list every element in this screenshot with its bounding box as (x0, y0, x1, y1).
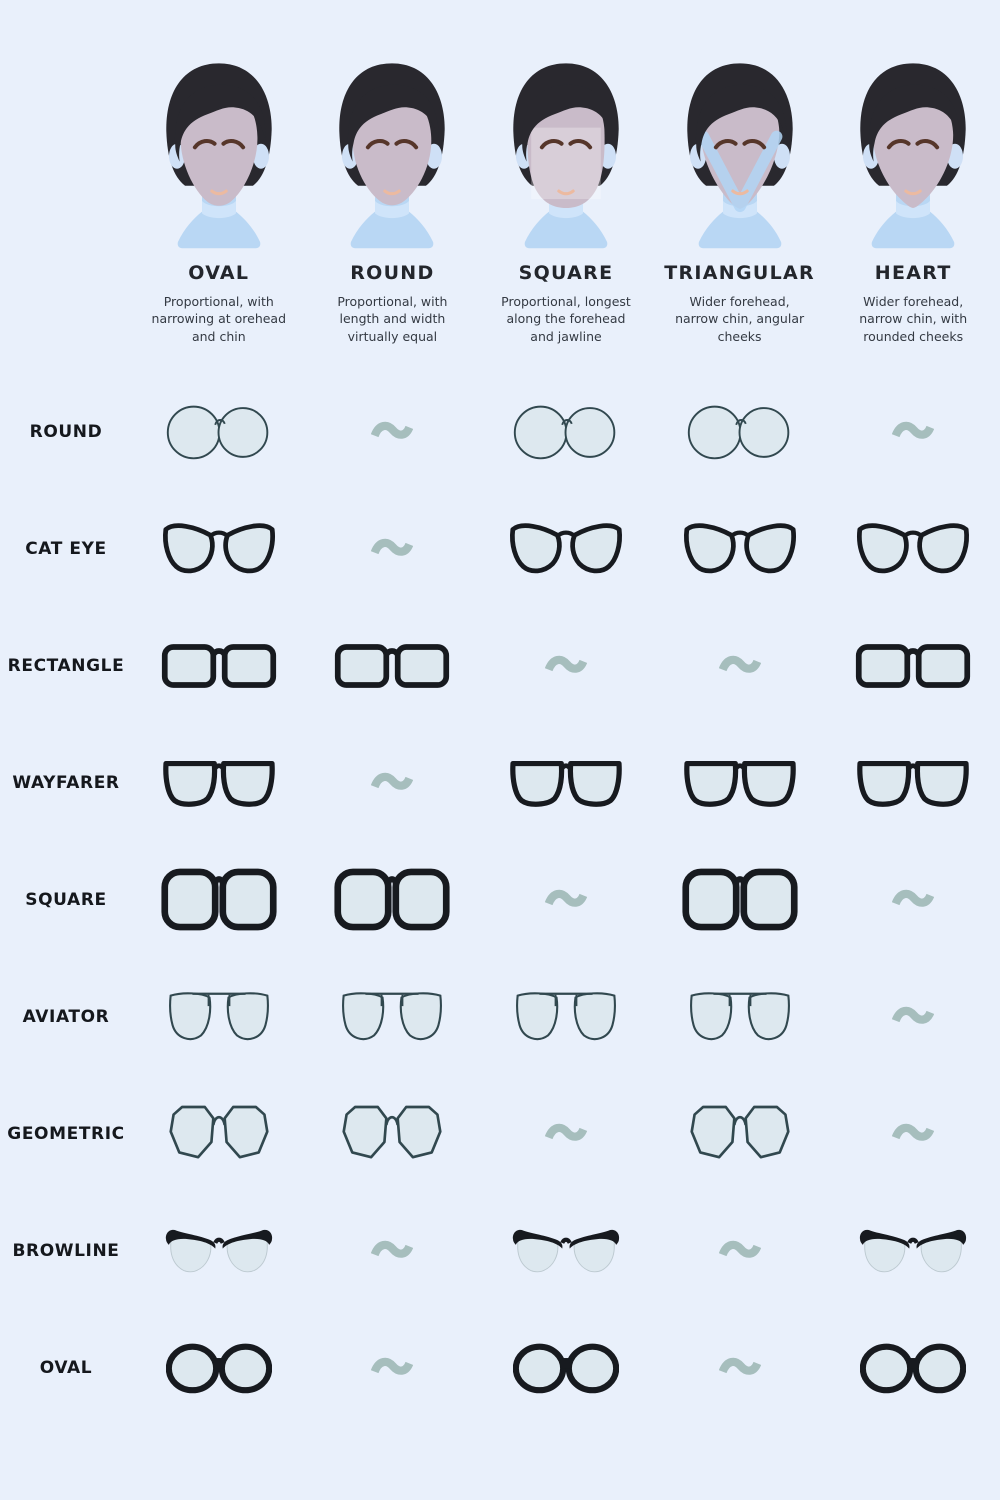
face-types-header (0, 0, 1000, 345)
cell-not-suitable-for-square (479, 888, 653, 912)
tilde-icon (892, 1005, 934, 1029)
glasses-style-label: ROUND (29, 421, 103, 442)
geometric-glasses-icon (166, 1102, 272, 1165)
round-glasses-icon (687, 398, 793, 465)
face-type-description: Wider forehead, narrow chin, with rounded cheeks (859, 294, 968, 344)
cell-not-suitable-for-triangular (653, 1356, 827, 1380)
glasses-style-row (0, 1309, 1000, 1426)
cell-square-glasses-for-triangular (653, 867, 827, 932)
face-type-label: SQUARE (518, 262, 614, 284)
glasses-style-row (0, 1192, 1000, 1309)
cell-not-suitable-for-triangular (653, 1239, 827, 1263)
browline-glasses-icon (163, 1224, 275, 1277)
glasses-style-label: AVIATOR (22, 1006, 110, 1027)
square-glasses-icon (333, 867, 451, 932)
face-type-label: ROUND (350, 262, 435, 284)
face-type-label: OVAL (188, 262, 250, 284)
cell-rectangle-glasses-for-heart (826, 642, 1000, 690)
tilde-icon (545, 888, 587, 912)
tilde-icon (371, 537, 413, 561)
cateye-glasses-icon (855, 520, 971, 577)
cell-not-suitable-for-heart (826, 1005, 1000, 1029)
header-spacer (0, 0, 132, 345)
geometric-glasses-icon (687, 1102, 793, 1165)
glasses-style-label: WAYFARER (12, 772, 120, 793)
cell-aviator-glasses-for-square (479, 987, 653, 1046)
face-type-oval (132, 0, 306, 345)
cell-not-suitable-for-round (306, 1356, 480, 1380)
cell-geometric-glasses-for-oval (132, 1102, 306, 1165)
round-glasses-icon (513, 398, 619, 465)
cell-geometric-glasses-for-round (306, 1102, 480, 1165)
face-type-label: HEART (874, 262, 952, 284)
wayfarer-glasses-icon (161, 756, 277, 809)
cell-wayfarer-glasses-for-square (479, 756, 653, 809)
cell-rectangle-glasses-for-round (306, 642, 480, 690)
tilde-icon (371, 1356, 413, 1380)
face-type-description: Proportional, with narrowing at orehead and chin (151, 294, 287, 344)
cell-not-suitable-for-triangular (653, 654, 827, 678)
face-type-description: Proportional, longest along the forehead and jawline (501, 294, 631, 344)
tilde-icon (371, 1239, 413, 1263)
browline-glasses-icon (510, 1224, 622, 1277)
oval-glasses-icon (513, 1338, 619, 1397)
glasses-style-row (0, 841, 1000, 958)
browline-glasses-icon (857, 1224, 969, 1277)
tilde-icon (545, 654, 587, 678)
cell-wayfarer-glasses-for-heart (826, 756, 1000, 809)
face-illustration-square (490, 58, 642, 250)
tilde-icon (719, 1239, 761, 1263)
wayfarer-glasses-icon (682, 756, 798, 809)
cell-browline-glasses-for-square (479, 1224, 653, 1277)
tilde-icon (371, 420, 413, 444)
rectangle-glasses-icon (854, 642, 972, 690)
glasses-style-row (0, 958, 1000, 1075)
tilde-icon (719, 654, 761, 678)
cell-square-glasses-for-oval (132, 867, 306, 932)
cell-not-suitable-for-heart (826, 420, 1000, 444)
cell-browline-glasses-for-oval (132, 1224, 306, 1277)
rectangle-glasses-icon (333, 642, 451, 690)
cell-aviator-glasses-for-triangular (653, 987, 827, 1046)
cell-wayfarer-glasses-for-oval (132, 756, 306, 809)
cell-square-glasses-for-round (306, 867, 480, 932)
cell-not-suitable-for-round (306, 1239, 480, 1263)
cell-oval-glasses-for-square (479, 1338, 653, 1397)
glasses-style-label: BROWLINE (12, 1240, 120, 1261)
glasses-style-label: OVAL (39, 1357, 93, 1378)
cell-not-suitable-for-heart (826, 1122, 1000, 1146)
face-type-round (306, 0, 480, 345)
cell-cateye-glasses-for-oval (132, 520, 306, 577)
face-illustration-triangular (664, 58, 816, 250)
face-type-description: Proportional, with length and width virtually equal (337, 294, 448, 344)
cell-not-suitable-for-round (306, 420, 480, 444)
cell-cateye-glasses-for-heart (826, 520, 1000, 577)
cell-cateye-glasses-for-triangular (653, 520, 827, 577)
cell-rectangle-glasses-for-oval (132, 642, 306, 690)
face-illustration-heart (837, 58, 989, 250)
square-glasses-icon (681, 867, 799, 932)
cell-not-suitable-for-square (479, 654, 653, 678)
cell-not-suitable-for-round (306, 771, 480, 795)
glasses-style-row (0, 607, 1000, 724)
face-type-square (479, 0, 653, 345)
glasses-style-label: SQUARE (25, 889, 107, 910)
face-type-label: TRIANGULAR (664, 262, 815, 284)
glasses-style-label: GEOMETRIC (7, 1123, 125, 1144)
aviator-glasses-icon (164, 987, 274, 1046)
aviator-glasses-icon (685, 987, 795, 1046)
cell-aviator-glasses-for-oval (132, 987, 306, 1046)
cell-geometric-glasses-for-triangular (653, 1102, 827, 1165)
rectangle-glasses-icon (160, 642, 278, 690)
aviator-glasses-icon (511, 987, 621, 1046)
cell-browline-glasses-for-heart (826, 1224, 1000, 1277)
cateye-glasses-icon (682, 520, 798, 577)
glasses-style-row (0, 724, 1000, 841)
glasses-style-row (0, 1075, 1000, 1192)
tilde-icon (719, 1356, 761, 1380)
glasses-style-label: CAT EYE (25, 538, 107, 559)
cell-oval-glasses-for-oval (132, 1338, 306, 1397)
face-illustration-round (316, 58, 468, 250)
face-illustration-oval (143, 58, 295, 250)
oval-glasses-icon (166, 1338, 272, 1397)
wayfarer-glasses-icon (508, 756, 624, 809)
cell-cateye-glasses-for-square (479, 520, 653, 577)
geometric-glasses-icon (339, 1102, 445, 1165)
oval-glasses-icon (860, 1338, 966, 1397)
tilde-icon (892, 1122, 934, 1146)
square-jaw-overlay (531, 128, 601, 199)
glasses-style-row (0, 373, 1000, 490)
tilde-icon (892, 888, 934, 912)
tilde-icon (545, 1122, 587, 1146)
cell-round-glasses-for-square (479, 398, 653, 465)
face-type-triangular (653, 0, 827, 345)
cell-not-suitable-for-round (306, 537, 480, 561)
wayfarer-glasses-icon (855, 756, 971, 809)
round-glasses-icon (166, 398, 272, 465)
cateye-glasses-icon (161, 520, 277, 577)
cell-aviator-glasses-for-round (306, 987, 480, 1046)
cell-wayfarer-glasses-for-triangular (653, 756, 827, 809)
tilde-icon (892, 420, 934, 444)
face-type-heart (826, 0, 1000, 345)
tilde-icon (371, 771, 413, 795)
cell-round-glasses-for-triangular (653, 398, 827, 465)
square-glasses-icon (160, 867, 278, 932)
face-type-description: Wider forehead, narrow chin, angular cheeks (675, 294, 805, 344)
cateye-glasses-icon (508, 520, 624, 577)
cell-not-suitable-for-square (479, 1122, 653, 1146)
cell-round-glasses-for-oval (132, 398, 306, 465)
compatibility-matrix (0, 373, 1000, 1426)
cell-oval-glasses-for-heart (826, 1338, 1000, 1397)
glasses-style-row (0, 490, 1000, 607)
glasses-style-label: RECTANGLE (7, 655, 125, 676)
cell-not-suitable-for-heart (826, 888, 1000, 912)
aviator-glasses-icon (337, 987, 447, 1046)
